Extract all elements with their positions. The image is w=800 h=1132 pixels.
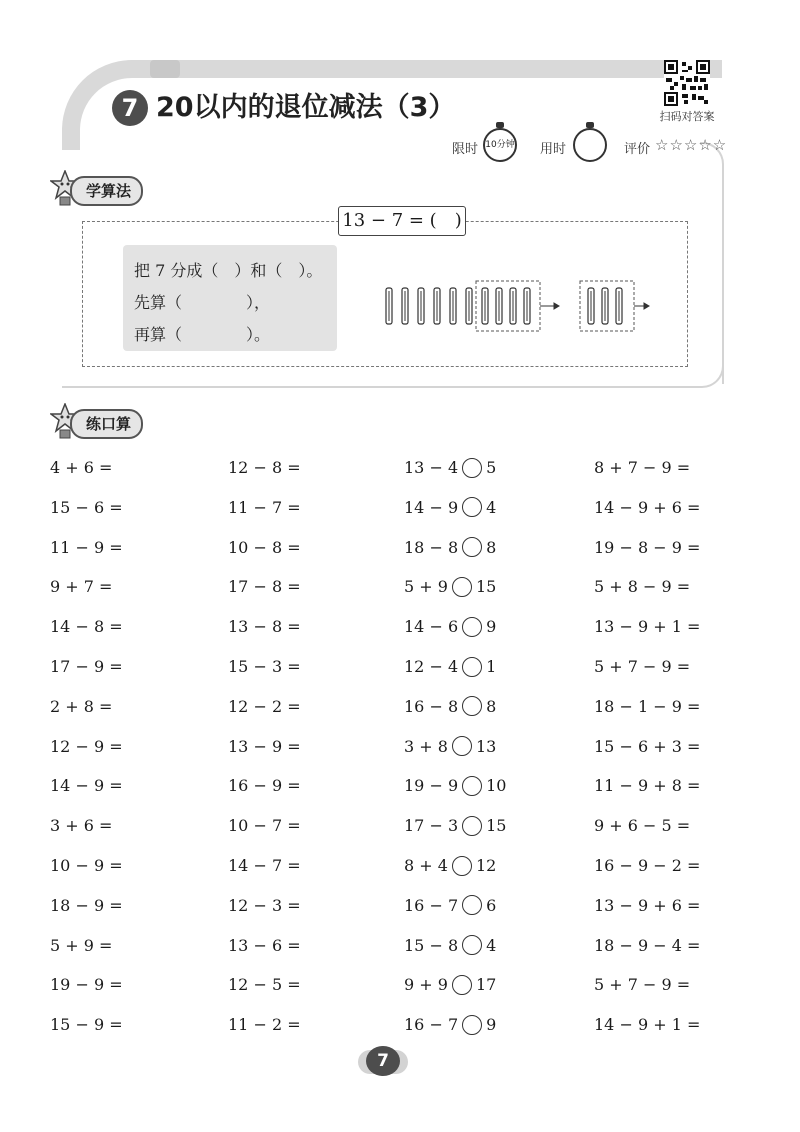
rating-stars[interactable]: ☆☆☆☆☆ bbox=[655, 136, 728, 154]
frame-right-edge bbox=[700, 142, 724, 384]
compare-problem bbox=[404, 657, 496, 678]
compare-answer-circle[interactable] bbox=[462, 696, 482, 716]
problem-item: 10 − 7 = bbox=[228, 816, 301, 836]
compare-right: 9 bbox=[486, 617, 497, 637]
compare-left: 13 − 4 bbox=[404, 458, 459, 477]
problem-item: 13 − 8 = bbox=[228, 617, 301, 637]
problem-item: 10 − 9 = bbox=[50, 856, 123, 875]
compare-left: 19 − 9 bbox=[404, 776, 459, 796]
problem-item: 18 − 9 − 4 = bbox=[594, 935, 701, 955]
problem-item: 15 − 6 + 3 = bbox=[594, 736, 701, 756]
compare-problem bbox=[404, 975, 496, 996]
compare-right: 10 bbox=[486, 776, 507, 796]
time-limit-label: 限时 bbox=[452, 142, 479, 157]
counting-sticks-diagram bbox=[380, 278, 660, 334]
problem-item: 12 − 2 = bbox=[228, 696, 301, 716]
compare-right: 8 bbox=[486, 537, 497, 557]
compare-left: 16 − 7 bbox=[404, 1015, 459, 1035]
problem-item: 15 − 9 = bbox=[50, 1015, 123, 1035]
compare-answer-circle[interactable] bbox=[462, 776, 482, 796]
compare-answer-circle[interactable] bbox=[462, 935, 482, 955]
problem-item: 17 − 8 = bbox=[228, 577, 301, 597]
problem-item: 8 + 7 − 9 = bbox=[594, 458, 691, 477]
compare-problem bbox=[404, 538, 496, 559]
learn-line-then: 再算（ ）。 bbox=[134, 325, 271, 344]
problem-item: 12 − 5 = bbox=[228, 975, 301, 995]
compare-answer-circle[interactable] bbox=[452, 975, 472, 995]
problem-item: 10 − 8 = bbox=[228, 537, 301, 557]
compare-left: 9 + 9 bbox=[404, 975, 448, 995]
problem-item: 11 − 9 + 8 = bbox=[594, 776, 701, 796]
problem-item: 9 + 6 − 5 = bbox=[594, 816, 691, 836]
problem-item: 4 + 6 = bbox=[50, 458, 113, 477]
compare-right: 5 bbox=[486, 458, 497, 477]
problem-item: 19 − 8 − 9 = bbox=[594, 537, 701, 557]
compare-left: 14 − 9 bbox=[404, 497, 459, 517]
compare-right: 6 bbox=[486, 895, 497, 915]
compare-problem bbox=[404, 617, 496, 638]
problem-item: 11 − 7 = bbox=[228, 497, 301, 517]
compare-answer-circle[interactable] bbox=[462, 617, 482, 637]
problem-item: 14 − 9 + 6 = bbox=[594, 497, 701, 517]
stick-group-remaining bbox=[588, 288, 622, 324]
learn-section-title: 学算法 bbox=[70, 176, 143, 206]
problem-item: 13 − 9 + 6 = bbox=[594, 895, 701, 915]
compare-answer-circle[interactable] bbox=[452, 577, 472, 597]
compare-problem bbox=[404, 856, 496, 877]
stick-group-ones bbox=[386, 288, 472, 324]
problem-item: 5 + 7 − 9 = bbox=[594, 657, 691, 676]
problem-item: 11 − 9 = bbox=[50, 537, 123, 557]
problem-item: 5 + 7 − 9 = bbox=[594, 975, 691, 995]
compare-left: 18 − 8 bbox=[404, 537, 459, 557]
page-title: 20以内的退位减法（3） bbox=[156, 92, 456, 123]
problem-item: 17 − 9 = bbox=[50, 657, 123, 676]
header-band-cap bbox=[150, 60, 180, 78]
compare-answer-circle[interactable] bbox=[462, 1015, 482, 1035]
problem-item: 14 − 9 + 1 = bbox=[594, 1015, 701, 1035]
time-limit-value: 10分钟 bbox=[483, 128, 517, 162]
compare-answer-circle[interactable] bbox=[452, 736, 472, 756]
compare-answer-circle[interactable] bbox=[462, 816, 482, 836]
problem-item: 3 + 6 = bbox=[50, 816, 113, 836]
compare-left: 16 − 7 bbox=[404, 895, 459, 915]
compare-right: 17 bbox=[475, 975, 497, 995]
compare-left: 17 − 3 bbox=[404, 816, 459, 836]
compare-right: 4 bbox=[486, 935, 497, 955]
compare-problem bbox=[404, 498, 496, 519]
learn-equation: 13 − 7 = ( ) bbox=[338, 206, 466, 236]
practice-section-badge bbox=[50, 403, 146, 437]
practice-section-title: 练口算 bbox=[70, 409, 143, 439]
compare-right: 8 bbox=[486, 696, 497, 716]
problem-item: 5 + 8 − 9 = bbox=[594, 577, 691, 597]
compare-problem bbox=[404, 577, 496, 598]
compare-answer-circle[interactable] bbox=[452, 856, 472, 876]
problem-item: 12 − 8 = bbox=[228, 458, 301, 477]
compare-problem bbox=[404, 697, 496, 718]
compare-left: 5 + 9 bbox=[404, 577, 448, 597]
problem-item: 9 + 7 = bbox=[50, 577, 113, 597]
problem-item: 13 − 6 = bbox=[228, 935, 301, 955]
compare-problem bbox=[404, 737, 496, 758]
compare-right: 15 bbox=[475, 577, 497, 597]
arrow-icon bbox=[634, 303, 649, 309]
compare-left: 15 − 8 bbox=[404, 935, 459, 955]
compare-right: 9 bbox=[486, 1015, 497, 1035]
problem-item: 15 − 3 = bbox=[228, 657, 301, 676]
compare-problem bbox=[404, 458, 496, 479]
compare-left: 12 − 4 bbox=[404, 657, 459, 676]
compare-problem bbox=[404, 1015, 496, 1036]
problem-item: 16 − 9 = bbox=[228, 776, 301, 796]
compare-problem bbox=[404, 896, 496, 917]
problem-item: 18 − 1 − 9 = bbox=[594, 696, 701, 716]
lesson-number-badge: 7 bbox=[112, 90, 148, 126]
problem-item: 13 − 9 + 1 = bbox=[594, 617, 701, 637]
qr-code-icon[interactable] bbox=[664, 60, 710, 106]
compare-left: 16 − 8 bbox=[404, 696, 459, 716]
compare-right: 13 bbox=[475, 736, 497, 756]
problem-item: 16 − 9 − 2 = bbox=[594, 856, 701, 875]
stick-group-taken bbox=[482, 288, 530, 324]
problem-item: 14 − 7 = bbox=[228, 856, 301, 875]
compare-problem bbox=[404, 936, 496, 957]
compare-right: 1 bbox=[486, 657, 497, 676]
time-used-field[interactable] bbox=[573, 128, 607, 162]
problem-item: 15 − 6 = bbox=[50, 497, 123, 517]
problem-item: 2 + 8 = bbox=[50, 696, 113, 716]
problem-item: 5 + 9 = bbox=[50, 935, 113, 955]
compare-answer-circle[interactable] bbox=[462, 458, 482, 478]
problem-item: 13 − 9 = bbox=[228, 736, 301, 756]
compare-answer-circle[interactable] bbox=[462, 657, 482, 677]
compare-right: 4 bbox=[486, 497, 497, 517]
page-number: 7 bbox=[366, 1046, 400, 1076]
compare-answer-circle[interactable] bbox=[462, 895, 482, 915]
compare-problem bbox=[404, 816, 506, 837]
compare-answer-circle[interactable] bbox=[462, 497, 482, 517]
arrow-icon bbox=[540, 303, 559, 309]
time-used-label: 用时 bbox=[540, 142, 567, 157]
problem-item: 11 − 2 = bbox=[228, 1015, 301, 1035]
compare-left: 14 − 6 bbox=[404, 617, 459, 637]
compare-right: 12 bbox=[475, 856, 497, 875]
problem-item: 14 − 9 = bbox=[50, 776, 123, 796]
learn-section-badge bbox=[50, 170, 146, 204]
qr-label: 扫码对答案 bbox=[659, 110, 715, 123]
learn-line-split: 把 7 分成（ ）和（ ）。 bbox=[134, 261, 323, 280]
problem-item: 19 − 9 = bbox=[50, 975, 123, 995]
compare-left: 3 + 8 bbox=[404, 736, 448, 756]
learn-line-first: 先算（ ）， bbox=[134, 293, 271, 312]
problem-item: 12 − 9 = bbox=[50, 736, 123, 756]
compare-problem bbox=[404, 776, 506, 797]
problem-item: 14 − 8 = bbox=[50, 617, 123, 637]
problem-item: 12 − 3 = bbox=[228, 895, 301, 915]
rating-label: 评价 bbox=[624, 142, 651, 157]
compare-answer-circle[interactable] bbox=[462, 537, 482, 557]
compare-left: 8 + 4 bbox=[404, 856, 448, 875]
problem-item: 18 − 9 = bbox=[50, 895, 123, 915]
compare-right: 15 bbox=[486, 816, 507, 836]
